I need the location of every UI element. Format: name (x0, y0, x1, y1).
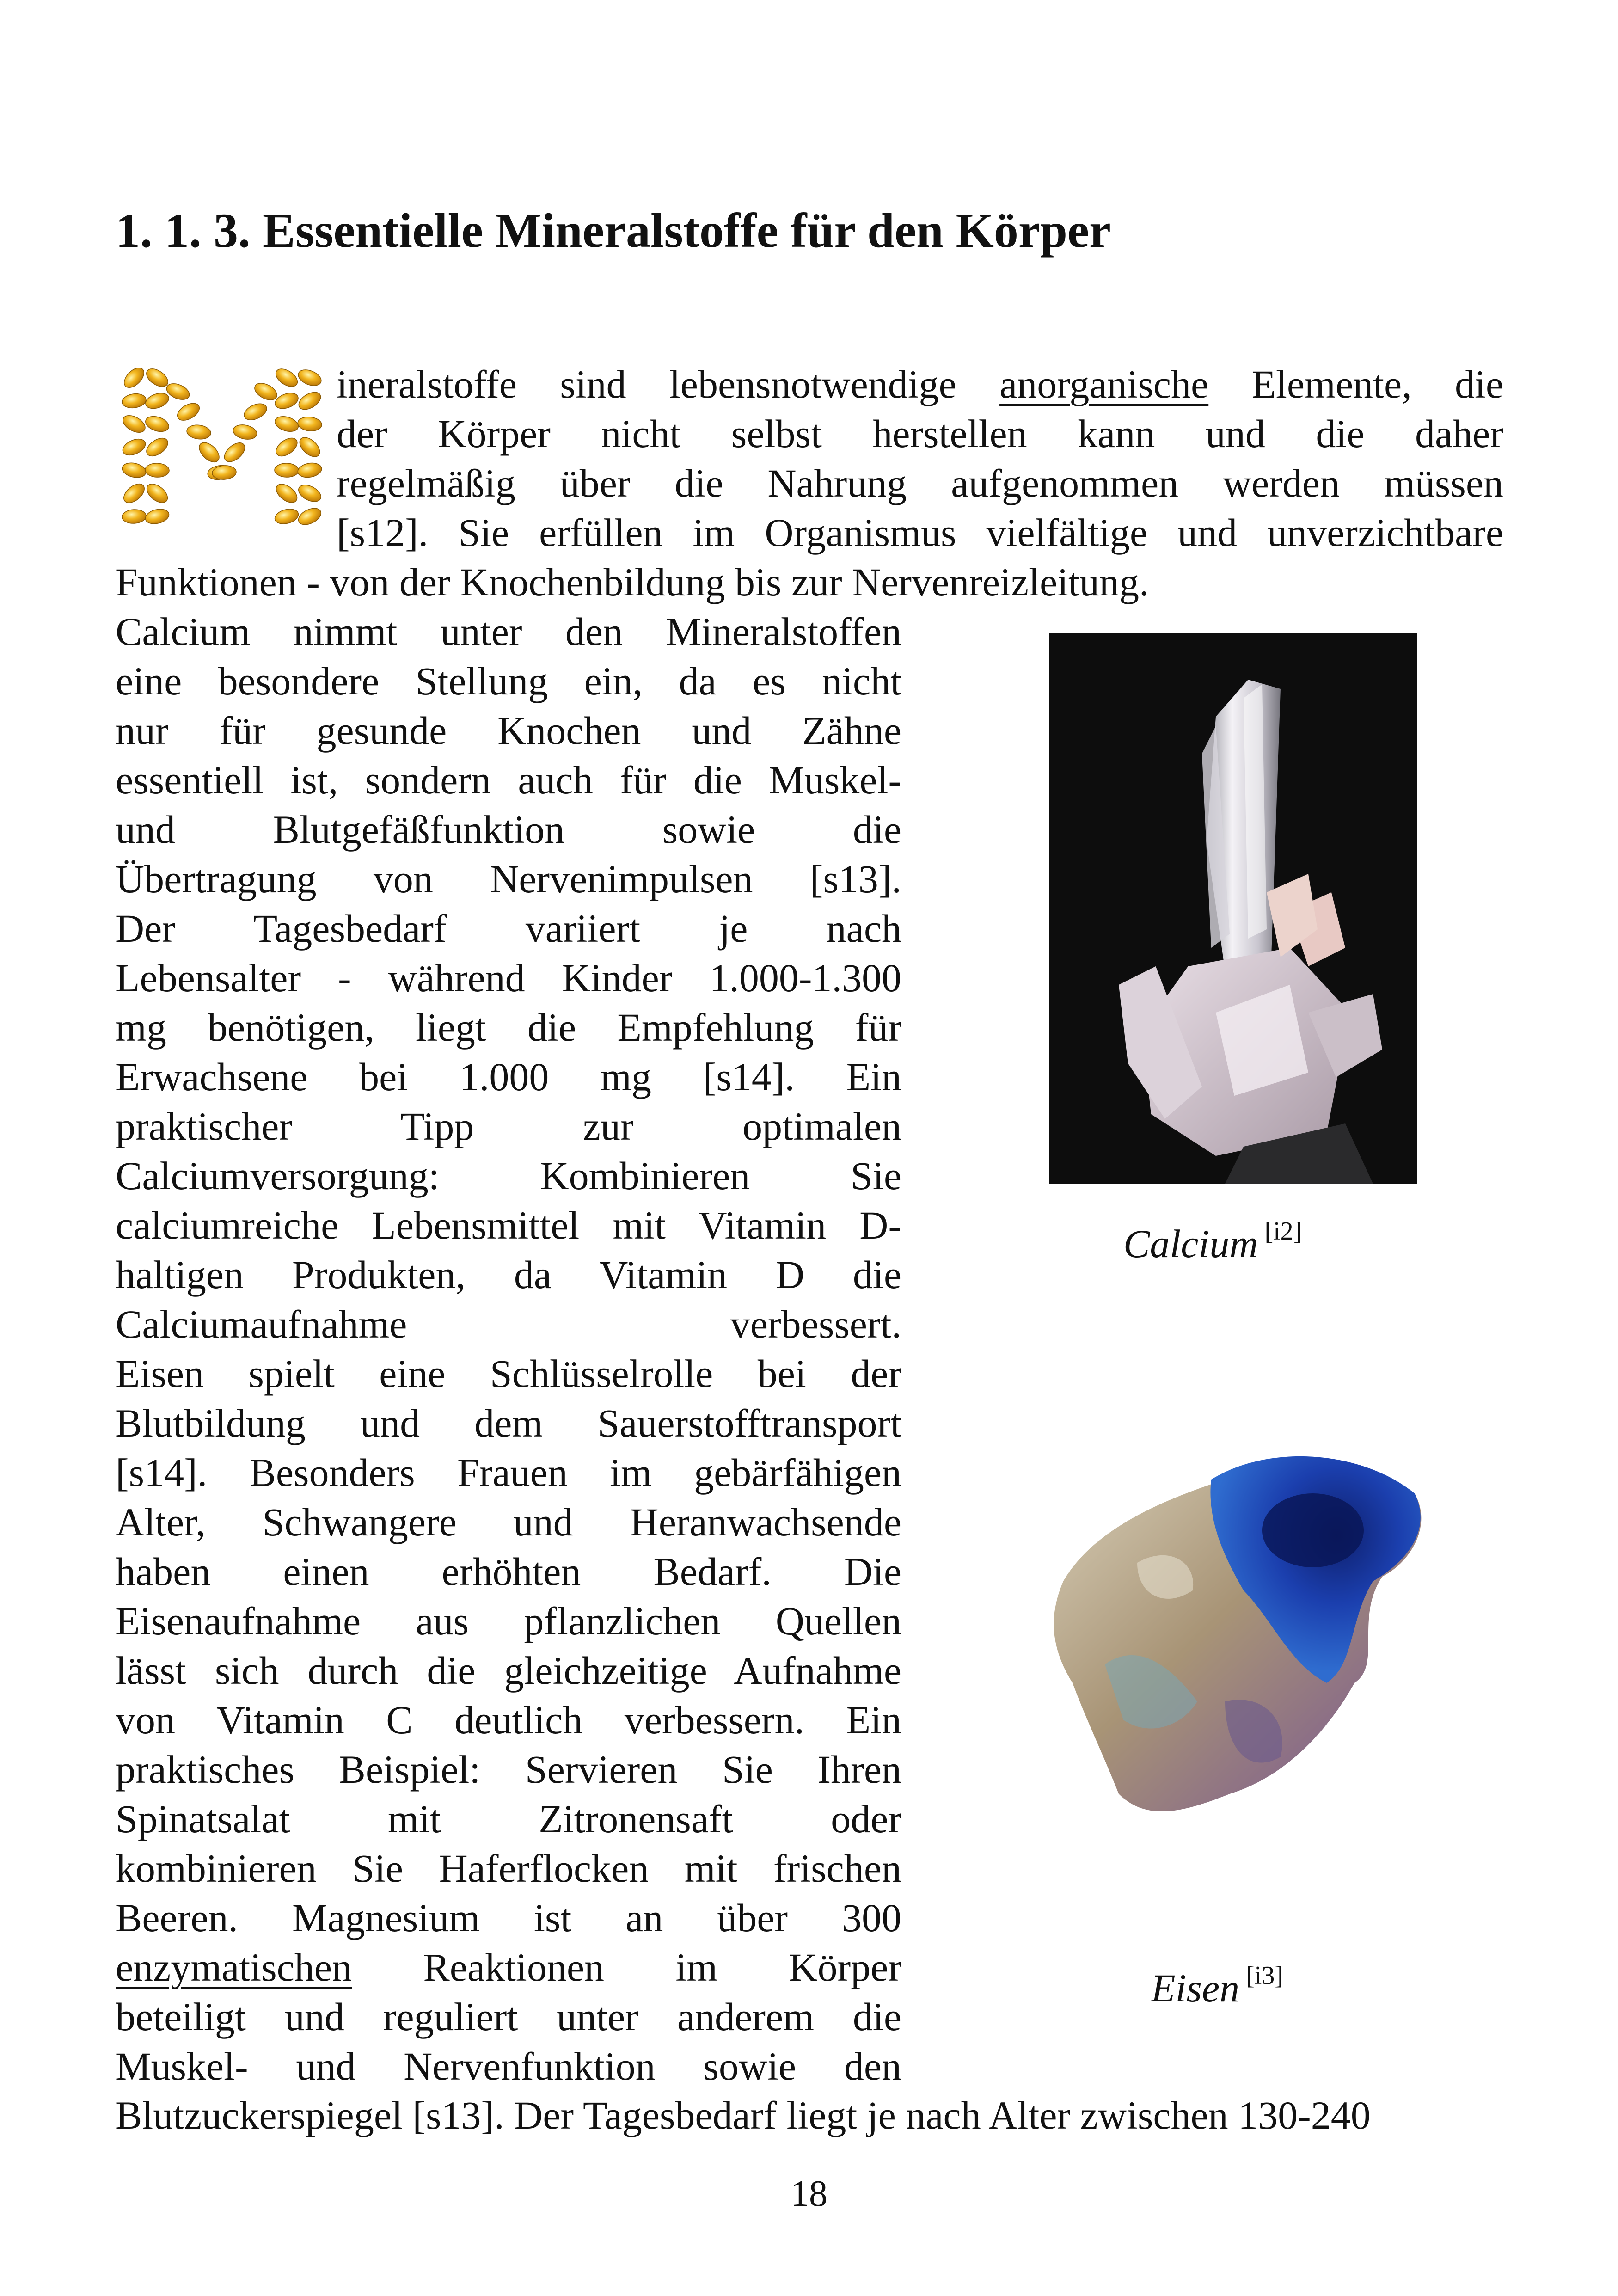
intro-line-4: [s12]. Sie erfüllen im Organismus vielfältige und unverzichtbare (337, 510, 1503, 555)
column-line-12: Calciumversorgung: Kombinieren Sie (116, 1154, 901, 1198)
eisen-caption-text: Eisen (1151, 1966, 1240, 2010)
column-line-3: nur für gesunde Knochen und Zähne (116, 708, 901, 753)
capsule (121, 393, 147, 410)
capsule (273, 435, 300, 460)
column-line-25: Spinatsalat mit Zitronensaft oder (116, 1797, 901, 1841)
column-line-13: calciumreiche Lebensmittel mit Vitamin D- (116, 1203, 901, 1247)
column-line-20: haben einen erhöhten Bedarf. Die (116, 1549, 901, 1594)
column-line-9: mg benötigen, liegt die Empfehlung für (116, 1005, 901, 1050)
column-line-14: haltigen Produkten, da Vitamin D die (116, 1252, 901, 1297)
page-number: 18 (791, 2173, 827, 2214)
capsule (143, 435, 171, 460)
capsule (144, 390, 171, 411)
intro-line-1-b: Elemente, die (1208, 362, 1504, 406)
capsule (196, 439, 222, 466)
capsule (273, 414, 300, 434)
column-line-17: Blutbildung und dem Sauerstofftransport (116, 1401, 901, 1445)
dropcap-capsules-m (113, 357, 331, 537)
column-line-16: Eisen spielt eine Schlüsselrolle bei der (116, 1351, 901, 1396)
capsule (296, 367, 323, 388)
capsule (143, 480, 171, 506)
column-line-11: praktischer Tipp zur optimalen (116, 1104, 901, 1148)
capsule (296, 389, 324, 413)
capsule (174, 400, 202, 424)
calcium-image-ref: [i2] (1264, 1217, 1302, 1246)
column-tail-line-2: Muskel- und Nervenfunktion sowie den (116, 2044, 901, 2088)
column-line-1: Calcium nimmt unter den Mineralstoffen (116, 609, 901, 654)
column-line-18: [s14]. Besonders Frauen im gebärfähigen (116, 1450, 901, 1495)
column-line-5: und Blutgefäßfunktion sowie die (116, 807, 901, 852)
intro-line-1-a: ineralstoffe sind lebensnotwendige (337, 362, 1000, 406)
intro-line-2: der Körper nicht selbst herstellen kann und die daher (337, 411, 1503, 456)
capsule (186, 424, 211, 440)
capsule (252, 380, 280, 404)
column-tail (116, 1992, 901, 2091)
capsule (273, 507, 300, 526)
column-line-4: essentiell ist, sondern auch für die Muskel- (116, 758, 901, 802)
column-line-6: Übertragung von Nervenimpulsen [s13]. (116, 857, 901, 901)
capsule (145, 463, 169, 478)
intro-line-5: Funktionen - von der Knochenbildung bis zur Nervenreizleitung. (116, 560, 1149, 604)
column-line-23: von Vitamin C deutlich verbessern. Ein (116, 1698, 901, 1742)
calcium-crystal-image (1049, 633, 1417, 1184)
intro-underlined-term: anorganische (999, 362, 1209, 406)
calcium-caption (1123, 1217, 1302, 1267)
column-lines (116, 607, 901, 1943)
eisen-caption (1151, 1961, 1283, 2011)
capsule (296, 434, 323, 460)
column-tail-line-1: beteiligt und reguliert unter anderem die (116, 1995, 901, 2039)
capsule (120, 412, 148, 436)
eisen-mineral-image (1031, 1424, 1438, 1840)
column-line-2: eine besondere Stellung ein, da es nicht (116, 659, 901, 703)
column-line-21: Eisenaufnahme aus pflanzlichen Quellen (116, 1599, 901, 1643)
full-width-line: Blutzuckerspiegel [s13]. Der Tagesbedarf liegt je nach Alter zwischen 130-240 (116, 2093, 1371, 2137)
capsule (242, 400, 270, 423)
column-line-22: lässt sich durch die gleichzeitige Aufnahme (116, 1648, 901, 1693)
capsule (122, 509, 146, 524)
capsule (121, 364, 147, 391)
column-line-7: Der Tagesbedarf variiert je nach (116, 906, 901, 951)
intro-paragraph (337, 360, 1503, 558)
capsule (221, 439, 248, 466)
capsule (144, 414, 171, 435)
column-line-enzym (116, 1943, 901, 1992)
capsule (273, 365, 300, 390)
column-line-8: Lebensalter - während Kinder 1.000-1.300 (116, 956, 901, 1000)
eisen-image-ref: [i3] (1246, 1961, 1283, 1990)
underlined-term-enzym: enzymatischen (116, 1945, 352, 1989)
capsule (273, 480, 300, 506)
capsule (275, 463, 299, 478)
capsule (232, 423, 258, 441)
column-line-27: Beeren. Magnesium ist an über 300 (116, 1896, 901, 1940)
text-column (116, 607, 901, 2091)
capsule (273, 390, 300, 411)
capsule (120, 436, 148, 459)
capsule (121, 461, 147, 480)
calcium-caption-text: Calcium (1123, 1222, 1258, 1266)
capsule (296, 505, 324, 528)
capsule (120, 480, 147, 506)
capsule (144, 507, 171, 526)
capsule (296, 482, 324, 505)
capsule (297, 461, 323, 479)
enzym-line-rest: Reaktionen im Körper (352, 1945, 901, 1989)
intro-line-1 (337, 360, 1503, 409)
column-line-24: praktisches Beispiel: Servieren Sie Ihren (116, 1747, 901, 1792)
intro-line-3: regelmäßig über die Nahrung aufgenommen werden müssen (337, 461, 1503, 505)
column-line-10: Erwachsene bei 1.000 mg [s14]. Ein (116, 1055, 901, 1099)
column-line-26: kombinieren Sie Haferflocken mit frischen (116, 1846, 901, 1891)
capsule (297, 416, 323, 432)
column-line-19: Alter, Schwangere und Heranwachsende (116, 1500, 901, 1544)
section-heading: 1. 1. 3. Essentielle Mineralstoffe für den Körper (116, 203, 1111, 258)
column-line-15: Calciumaufnahme verbessert. (116, 1302, 901, 1346)
